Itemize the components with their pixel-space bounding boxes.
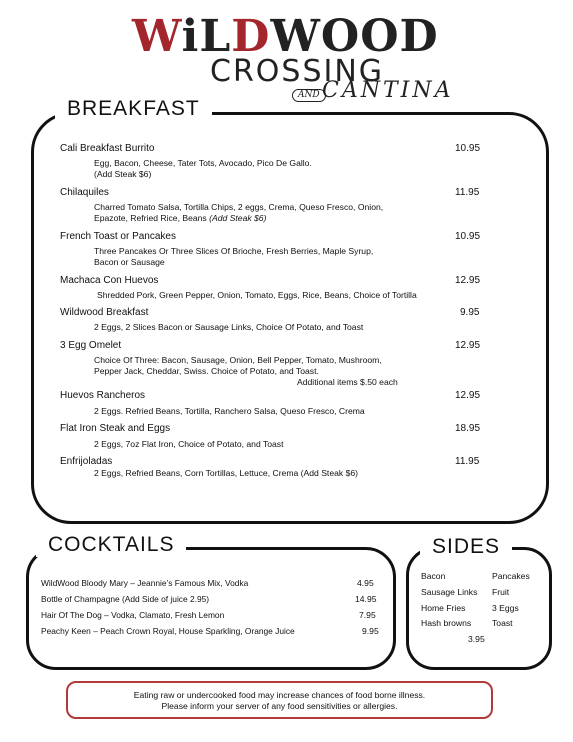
desc-text: Epazote, Refried Rice, Beans <box>94 213 210 223</box>
menu-item-desc: Pepper Jack, Cheddar, Swiss. Choice of Potato, and Toast. <box>94 366 319 376</box>
menu-item-name: French Toast or Pancakes <box>60 231 176 242</box>
menu-item-price: 10.95 <box>455 143 481 154</box>
menu-item-desc: Three Pancakes Or Three Slices Of Brioche, Fresh Berries, Maple Syrup, <box>94 246 374 256</box>
menu-item-price: 11.95 <box>455 187 480 198</box>
cocktail-price: 7.95 <box>359 610 376 620</box>
logo-cantina: CANTINA <box>322 78 454 103</box>
logo-and: AND <box>292 89 326 102</box>
menu-item-price: 10.95 <box>455 231 481 242</box>
logo-wildwood: WiLDWOOD <box>132 11 439 62</box>
cocktail-price: 9.95 <box>362 626 379 636</box>
menu-item-name: Huevos Rancheros <box>60 390 146 401</box>
menu-item-price: 12.95 <box>455 390 481 401</box>
menu-item-price: 18.95 <box>455 423 481 434</box>
cocktail-price: 4.95 <box>357 578 374 588</box>
cocktail-name: Bottle of Champagne (Add Side of juice 2.95) <box>41 594 210 604</box>
menu-item-name: Chilaquiles <box>60 187 109 198</box>
menu-item-desc: Choice Of Three: Bacon, Sausage, Onion, Bell Pepper, Tomato, Mushroom, <box>94 355 382 365</box>
notice-line: Eating raw or undercooked food may increase chances of food borne illness. <box>133 690 426 700</box>
menu-item-desc: 2 Eggs, Refried Beans, Corn Tortillas, Lettuce, Crema (Add Steak $6) <box>94 468 358 478</box>
menu-item-desc: Bacon or Sausage <box>94 257 165 267</box>
menu-item-desc: 2 Eggs, 2 Slices Bacon or Sausage Links, Choice Of Potato, and Toast <box>94 322 364 332</box>
cocktails-title: COCKTAILS <box>36 533 186 557</box>
cocktails-panel <box>26 547 396 670</box>
menu-item-name: Cali Breakfast Burrito <box>60 143 155 154</box>
breakfast-title: BREAKFAST <box>55 97 212 121</box>
cocktail-name: Peachy Keen – Peach Crown Royal, House Sparkling, Orange Juice <box>41 626 295 636</box>
side-item: 3 Eggs <box>492 603 519 613</box>
menu-item-desc: 2 Eggs, 7oz Flat Iron, Choice of Potato, and Toast <box>94 439 284 449</box>
menu-item-desc: Shredded Pork, Green Pepper, Onion, Tomato, Eggs, Rice, Beans, Choice of Tortilla <box>97 290 417 300</box>
cocktail-name: WildWood Bloody Mary – Jeannie’s Famous Mix, Vodka <box>41 578 249 588</box>
side-item: Toast <box>492 618 513 628</box>
side-item: Hash browns <box>421 618 472 628</box>
side-item: Fruit <box>492 587 510 597</box>
notice-line: Please inform your server of any food sensitivities or allergies. <box>161 701 398 711</box>
add-steak-note: (Add Steak $6) <box>209 213 267 223</box>
cocktail-price: 14.95 <box>355 594 377 604</box>
logo-crossing: CROSSING <box>210 54 385 89</box>
sides-title: SIDES <box>420 535 512 559</box>
menu-item-price: 12.95 <box>455 275 481 286</box>
menu-item-desc <box>94 213 439 224</box>
allergy-notice <box>66 681 493 719</box>
side-item: Home Fries <box>421 603 466 613</box>
menu-item-price: 11.95 <box>455 456 480 467</box>
menu-item-name: Enfrijoladas <box>60 456 113 467</box>
menu-item-desc: Egg, Bacon, Cheese, Tater Tots, Avocado, Pico De Gallo. <box>94 158 312 168</box>
side-item: Sausage Links <box>421 587 478 597</box>
menu-item-desc: Charred Tomato Salsa, Tortilla Chips, 2 eggs, Crema, Queso Fresco, Onion, <box>94 202 384 212</box>
menu-item-desc: (Add Steak $6) <box>94 169 152 179</box>
side-item: Pancakes <box>492 571 530 581</box>
side-item: Bacon <box>421 571 446 581</box>
menu-item-name: Machaca Con Huevos <box>60 275 159 286</box>
menu-item-desc: Additional items $.50 each <box>297 377 398 387</box>
menu-item-price: 9.95 <box>460 307 480 318</box>
menu-item-name: Flat Iron Steak and Eggs <box>60 423 171 434</box>
menu-item-name: Wildwood Breakfast <box>60 307 149 318</box>
menu-item-name: 3 Egg Omelet <box>60 340 122 351</box>
menu-item-price: 12.95 <box>455 340 481 351</box>
cocktail-name: Hair Of The Dog – Vodka, Clamato, Fresh Lemon <box>41 610 225 620</box>
menu-item-desc: 2 Eggs. Refried Beans, Tortilla, Ranchero Salsa, Queso Fresco, Crema <box>94 406 365 416</box>
sides-price: 3.95 <box>468 634 485 644</box>
